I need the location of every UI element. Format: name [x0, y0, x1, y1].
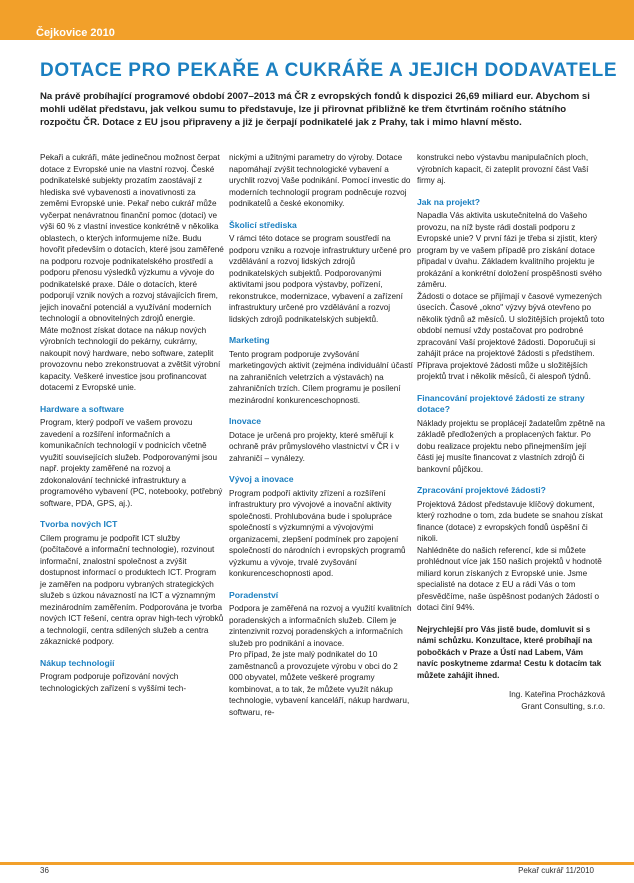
- section-heading-vyvoj: Vývoj a inovace: [229, 474, 294, 484]
- author-company: Grant Consulting, s.r.o.: [521, 701, 605, 711]
- paragraph: konstrukci nebo výstavbu manipulačních ploch, výrobních kapacit, či zateplit provozní část Vaší firmy aj.: [417, 153, 589, 185]
- author-name: Ing. Kateřina Procházková: [508, 690, 605, 699]
- section-heading-inovace: Inovace: [229, 416, 262, 426]
- section-heading-zpracovani: Zpracování projektové žádosti?: [417, 485, 546, 495]
- column-1: [40, 152, 224, 694]
- section-heading-marketing: Marketing: [229, 335, 270, 345]
- paragraph: Cílem programu je podpořit ICT služby (počítačové a informační technologie), rozvinout informační, znalostní společnost a zvýšit dostupnost informací o produktech ICT. Program je zaměřen na podporu vybraných strategických služeb s úzkou návazností na ICT a významným mezinárodním zaměřením. Podporována je tvorba nových ICT řešení, centra oprav high-tech výrobků a technologií, centra sdílených služeb a centra zákaznické podpory.: [40, 533, 224, 646]
- paragraph: Podpora je zaměřená na rozvoj a využití kvalitních poradenských a informačních služeb. Cílem je zintenzivnit rozvoj poradenských a informačních služeb pro podnikání a inovace.: [229, 604, 412, 648]
- issue-label: Pekař cukrář 11/2010: [518, 866, 594, 875]
- section-heading-ict: Tvorba nových ICT: [40, 519, 118, 529]
- column-2: [229, 152, 413, 718]
- paragraph: Program podporuje pořizování nových technologických zařízení s vyššími tech-: [40, 672, 187, 693]
- section-heading-financovani: Financování projektové žádosti ze strany dotace?: [417, 392, 585, 414]
- article-lead: Na právě probíhající programové období 2007–2013 má ČR z evropských fondů k dispozici 26,69 miliard eur. Abychom si mohli udělat představu, jak velkou sumu to představuje, lze ji přirovnat přibližně ke třem čtvrtinám ročního státního rozpočtu ČR. Dotace z EU jsou připraveny a již je čerpají podnikatelé jak z Prahy, tak i mimo hlavní město.: [40, 91, 590, 128]
- paragraph: nickými a užitnými parametry do výroby. Dotace napomáhají zvýšit technologické vybavení a urychlit rozvoj Vaše podnikání. Pomocí investic do moderních technologií program podněcuje rozvoj podnikatelů a české ekonomiky.: [229, 153, 411, 208]
- section-heading-jak: Jak na projekt?: [417, 196, 481, 207]
- paragraph: Máte možnost získat dotace na nákup nových výrobních technologií do pekárny, cukrárny, nakoupit nový hardware, nebo software, zateplit provozovnu nebo zrekonstruovat a zvětšit výrobní kapacity. Veškeré investice jsou profinancovat dotacemi z Evropské unie.: [40, 325, 221, 392]
- paragraph: Program podpoří aktivity zřízení a rozšíření infrastruktury pro vývojové a inovační aktivity společnosti. Prohlubována bude i spolupráce společností s výzkumnými a vývojovými organizacemi, zlepšení podmínek pro zapojení společností do národních i evropských programů výzkumu a vývoje, trvalé zvyšování konkurenceschopnosti apod.: [229, 488, 406, 578]
- page-number: 36: [40, 866, 49, 875]
- paragraph: Projektová žádost představuje klíčový dokument, který rozhodne o tom, zda budete se snahou získat finance (dotace) z evropských fondů úspěšní či nikoli.: [417, 499, 603, 543]
- paragraph: Náklady projektu se proplácejí žadatelům zpětně na základě předložených a proplacených faktur. Po dobu realizace projektu nebo přinejmenším její části jej musíte financovat z vlastních zdrojů či bankovní půjčkou.: [417, 418, 605, 474]
- article-title: DOTACE PRO PEKAŘE A CUKRÁŘE A JEJICH DODAVATELE: [40, 60, 618, 81]
- paragraph: Dotace je určená pro projekty, které směřují k ochraně práv průmyslového vlastnictví v ČR i v zahraničí – vynálezy.: [229, 430, 400, 463]
- section-heading-skolici: Školicí střediska: [229, 219, 297, 230]
- signature: [417, 689, 605, 712]
- column-3: [417, 152, 605, 712]
- paragraph: Napadla Vás aktivita uskutečnitelná do Vašeho provozu, na níž byste rádi dostali podporu z Evropské unie? V první fázi je třeba si zjistit, který program by ve vašem případě pro získání dotace připadal v úvahu. Základem kvalitního projektu je prokázání a konkrétní doložení prospěšnosti svého záměru.: [417, 211, 602, 289]
- section-tag: Čejkovice 2010: [36, 27, 115, 39]
- paragraph: V rámci této dotace se program soustředí na podporu vzniku a rozvoje infrastruktury určené pro vzdělávání a rozvoj lidských zdrojů podnikatelských subjektů. Podporovanými aktivitami jsou podpora výstavby, pořízení, rekonstrukce, modernizace, vybavení a zařízení infrastruktury určené pro vzdělávání a rozvoj lidských zdrojů podnikatelských subjektů.: [229, 234, 412, 324]
- section-heading-poradenstvi: Poradenství: [229, 589, 279, 600]
- section-heading-hardware: Hardware a software: [40, 403, 125, 414]
- paragraph: Nahlédněte do našich referencí, kde si můžete prohlédnout více jak 150 našich projektů v hodnotě miliard korun získaných z Evropské unie. Jsme specialisté na dotace z EU a rádi Vás o tom přesvědčíme, naše úspěšnost podaných žádostí o dotaci činí 94%.: [417, 545, 602, 612]
- paragraph: Pro případ, že jste malý podnikatel do 10 zaměstnanců a provozujete výrobu v obci do 2 000 obyvatel, můžete veškeré programy kombinovat, a to tak, že můžete využít nákup technologie, vybavení kanceláří, nákup hardwaru, softwaru, re-: [229, 650, 410, 717]
- contact-callout: Nejrychlejší pro Vás jistě bude, domluvit si s námi schůzku. Konzultace, které probíhají na pobočkách v Praze a Ústí nad Labem, Vám navíc poskytneme zdarma! Cestu k dotacím tak můžete zahájit ihned.: [417, 624, 602, 680]
- footer-rule: [0, 862, 634, 865]
- paragraph: Program, který podpoří ve vašem provozu zavedení a rozšíření informačních a komunikačních technologií v podnicích včetně využití souvisejících služeb. Podporovanými jsou např. projekty zaměřené na rozvoj a zdokonalování technické infrastruktury a programového vybavení (PC, notebooky, potřebný software, PDA, GPS, aj.).: [40, 418, 223, 508]
- paragraph: Žádosti o dotace se přijímají v časové vymezených úsecích. Časové „okno" výzvy bývá otevřeno po několik týdnů až měsíců. U složitějších projektů toto období nemusí vždy postačovat pro podrobné zpracování Vaší projektové žádosti. Doporučuji si zahájit práce na projektové žádosti s předstihem. Příprava projektové žádosti může u složitějších projektů trvat i několik měsíců, či alespoň týdnů.: [417, 291, 605, 381]
- section-heading-nakup: Nákup technologií: [40, 657, 115, 668]
- paragraph: Pekaři a cukráři, máte jedinečnou možnost čerpat dotace z Evropské unie na vlastní rozvoj. České podnikatelské subjekty prozatím zaostávají z hlediska své vybavenosti a inovativnosti za zeměmi Evropské unie. Pekař nebo cukrář může vyčerpat nenávratnou finanční pomoc (dotaci) ve výši 60 % z vlastní investice konkrétně v několika oblastech, o kterých informujeme níže. Budu hovořit především o dotacích, které jsou zaměřené na podporu rozvoje podnikatelského prostředí a podporu přenosu výsledků výzkumu a vývoje do podnikatelské praxe. Dále o dotacích, které podporují vznik nových a rozvoj stávajících firem, jejich inovační potenciál a využívání moderních technologií a obnovitelných zdrojů energie.: [40, 153, 224, 323]
- paragraph: Tento program podporuje zvyšování marketingových aktivit (zejména individuální účastí na zahraničních veletrzích a výstavách) na zahraničních trzích. Cílem programu je posílení mezinárodní konkurenceschopnosti.: [229, 349, 413, 405]
